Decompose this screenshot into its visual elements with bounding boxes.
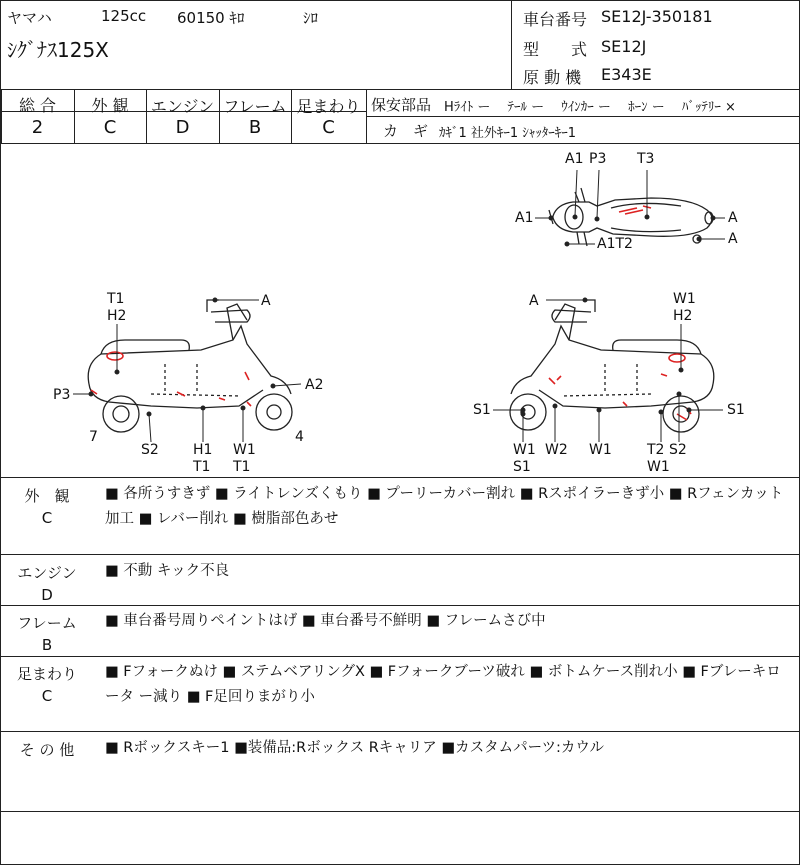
note-other-label: そ の 他 [19, 741, 75, 759]
label-left-7: 7 [89, 429, 98, 445]
label-right-w1: W1 [673, 291, 696, 307]
note-exterior-text: ■ 各所うすきず ■ ライトレンズくもり ■ プーリーカバー割れ ■ Rスポイラーきず小 ■ Rフェンカット加工 ■ レバー削れ ■ 樹脂部色あせ [105, 486, 784, 527]
note-frame-label: フレーム [17, 614, 77, 632]
note-suspension-label: 足まわり [16, 665, 77, 683]
note-other-text: ■ Rボックスキー1 ■装備品:Rボックス Rキャリア ■カスタムパーツ:カウル [105, 740, 604, 756]
model-name: ｼｸﾞﾅｽ125X [7, 38, 109, 62]
label-right-w1b: W1 [513, 442, 536, 458]
label-right-h2: H2 [673, 308, 693, 324]
label-right-w1d: W1 [647, 459, 670, 475]
label-a1t2: A1T2 [597, 236, 633, 252]
label-right-a: A [529, 293, 539, 309]
grade-suspension-value: C [322, 117, 335, 138]
grade-exterior-label: 外 観 [91, 96, 129, 115]
grade-exterior-value: C [103, 117, 117, 138]
label-left-w1: W1 [233, 442, 256, 458]
label-a-right2: A [728, 231, 738, 247]
label-left-t1c: T1 [233, 459, 251, 475]
frame-no-value: SE12J-350181 [601, 7, 713, 26]
label-left-4: 4 [295, 429, 304, 445]
type-label: 型 式 [523, 40, 588, 59]
label-a-right1: A [728, 210, 738, 226]
label-right-w2: W2 [545, 442, 568, 458]
note-engine-text: ■ 不動 キック不良 [105, 563, 230, 579]
mileage: 60150 ｷﾛ [177, 9, 245, 27]
grade-engine-label: エンジン [150, 97, 215, 116]
maker: ヤマハ [7, 9, 52, 27]
label-t3-top: T3 [637, 151, 655, 167]
grade-frame-label: フレーム [223, 97, 287, 116]
label-right-s1-left: S1 [473, 402, 491, 418]
note-engine-label: エンジン [17, 564, 77, 582]
label-p3-top: P3 [589, 151, 607, 167]
note-exterior-label: 外 観 [24, 487, 70, 505]
note-suspension-text: ■ Fフォークぬけ ■ ステムベアリングX ■ Fフォークブーツ破れ ■ ボトムケース削れ小 ■ Fブレーキロータ ー減り ■ F足回りまがり小 [105, 664, 781, 705]
label-left-a: A [261, 293, 271, 309]
grade-engine-value: D [175, 117, 190, 138]
color: ｼﾛ [303, 9, 319, 27]
label-right-s1-right: S1 [727, 402, 745, 418]
grade-total-value: 2 [31, 117, 44, 138]
label-left-t1: T1 [107, 291, 125, 307]
label-a1-top: A1 [565, 151, 584, 167]
label-right-t2: T2 [647, 442, 665, 458]
keys-label: カ ギ [383, 122, 429, 140]
engine-no-value: E343E [601, 65, 652, 84]
note-suspension-grade: C [41, 687, 53, 705]
label-right-s1b: S1 [513, 459, 531, 475]
note-frame-grade: B [41, 636, 53, 654]
label-left-h2: H2 [107, 308, 127, 324]
label-left-a2: A2 [305, 377, 324, 393]
note-frame-text: ■ 車台番号周りペイントはげ ■ 車台番号不鮮明 ■ フレームさび中 [105, 613, 546, 629]
grade-total-label: 総 合 [18, 96, 57, 115]
label-left-s2: S2 [141, 442, 159, 458]
frame-no-label: 車台番号 [523, 10, 588, 29]
label-right-s2: S2 [669, 442, 687, 458]
type-value: SE12J [601, 37, 647, 56]
displacement: 125cc [101, 7, 147, 25]
label-a1-left: A1 [515, 210, 534, 226]
label-right-w1c: W1 [589, 442, 612, 458]
label-left-p3: P3 [53, 387, 71, 403]
grade-suspension-label: 足まわり [296, 97, 361, 116]
grade-frame-value: B [248, 117, 262, 138]
safety-items: Hﾗｲﾄ ー ﾃｰﾙ ー ｳｲﾝｶｰ ー ﾎｰﾝ ー ﾊﾞｯﾃﾘｰ × [444, 100, 736, 115]
keys-value: ｶｷﾞ1 社外ｷｰ1 ｼｬｯﾀｰｷｰ1 [439, 126, 577, 141]
engine-no-label: 原 動 機 [523, 68, 582, 87]
safety-label: 保安部品 [371, 96, 432, 114]
note-engine-grade: D [41, 586, 53, 604]
note-exterior-grade: C [41, 509, 53, 527]
label-left-h1: H1 [193, 442, 213, 458]
label-left-t1b: T1 [193, 459, 211, 475]
